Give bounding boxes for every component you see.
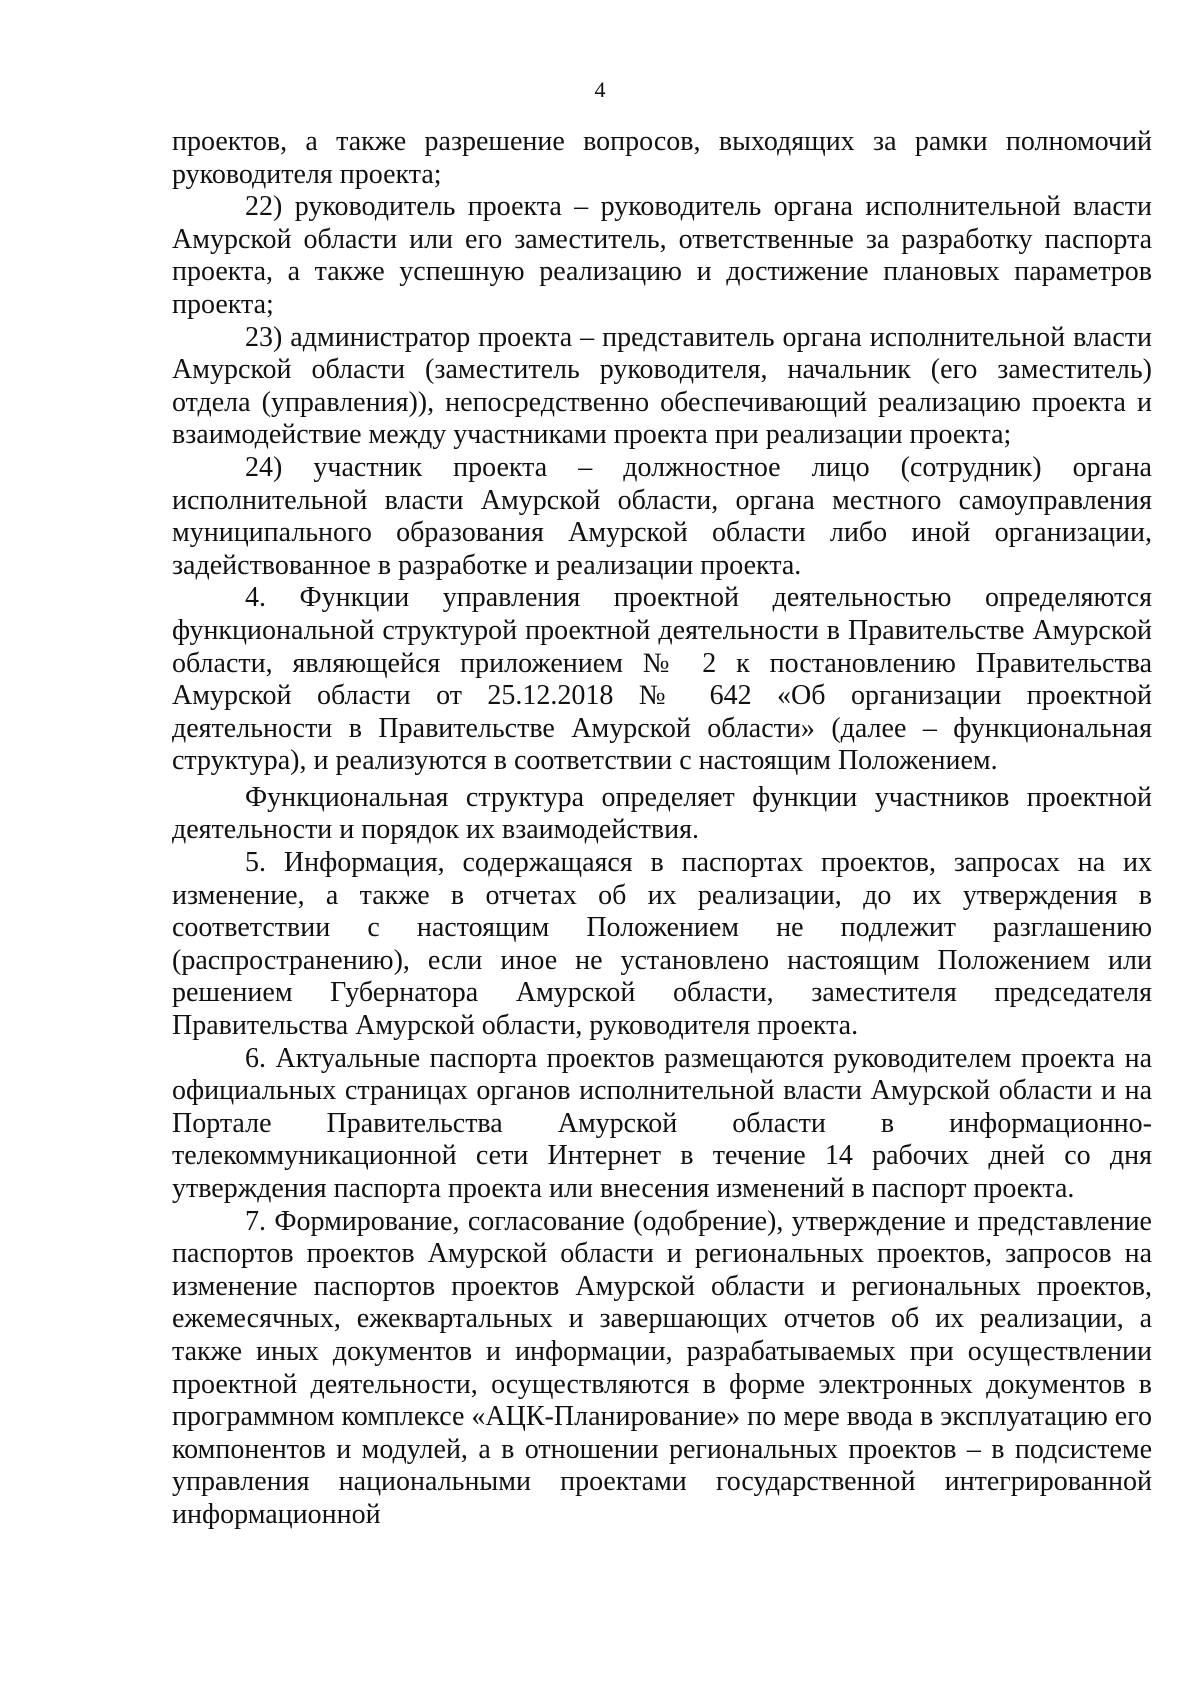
paragraph-section-5: 5. Информация, содержащаяся в паспортах проектов, запросах на их изменение, а также в отчетах об их реализации, до их утверждения в соответствии с настоящим Положением не подлежит разглашению (распространению), если иное не установлено настоящим Положением или решением Губернатора Амурской области, заместителя председателя Правительства Амурской области, руководителя проекта. (172, 847, 1152, 1042)
page-number: 4 (594, 77, 606, 102)
paragraph-functional-structure: Функциональная структура определяет функции участников проектной деятельности и порядок их взаимодействия. (172, 781, 1152, 846)
paragraph-continuation: проектов, а также разрешение вопросов, выходящих за рамки полномочий руководителя проекта; (172, 126, 1152, 190)
document-body (172, 126, 1152, 1532)
paragraph-item-24: 24) участник проекта – должностное лицо (сотрудник) органа исполнительной власти Амурской области, органа местного самоуправления муниципального образования Амурской области либо иной организации, задействованное в разработке и реализации проекта. (172, 451, 1152, 581)
paragraph-section-4: 4. Функции управления проектной деятельностью определяются функциональной структурой проектной деятельности в Правительстве Амурской области, являющейся приложением № 2 к постановлению Правительства Амурской области от 25.12.2018 № 642 «Об организации проектной деятельности в Правительстве Амурской области» (далее – функциональная структура), и реализуются в соответствии с настоящим Положением. (172, 582, 1152, 777)
paragraph-item-22: 22) руководитель проекта – руководитель органа исполнительной власти Амурской области или его заместитель, ответственные за разработку паспорта проекта, а также успешную реализацию и достижение плановых параметров проекта; (172, 191, 1152, 320)
paragraph-item-23: 23) администратор проекта – представитель органа исполнительной власти Амурской области (заместитель руководителя, начальник (его заместитель) отдела (управления)), непосредственно обеспечивающий реализацию проекта и взаимодействие между участниками проекта при реализации проекта; (172, 321, 1152, 451)
paragraph-section-6: 6. Актуальные паспорта проектов размещаются руководителем проекта на официальных страницах органов исполнительной власти Амурской области и на Портале Правительства Амурской области в информационно-телекоммуникационной сети Интернет в течение 14 рабочих дней со дня утверждения паспорта проекта или внесения изменений в паспорт проекта. (172, 1042, 1152, 1204)
paragraph-section-7: 7. Формирование, согласование (одобрение), утверждение и представление паспортов проектов Амурской области и региональных проектов, запросов на изменение паспортов проектов Амурской области и региональных проектов, ежемесячных, ежеквартальных и завершающих отчетов об их реализации, а также иных документов и информации, разрабатываемых при осуществлении проектной деятельности, осуществляются в форме электронных документов в программном комплексе «АЦК-Планирование» по мере ввода в эксплуатацию его компонентов и модулей, а в отношении региональных проектов – в подсистеме управления национальными проектами государственной интегрированной информационной (172, 1205, 1152, 1530)
